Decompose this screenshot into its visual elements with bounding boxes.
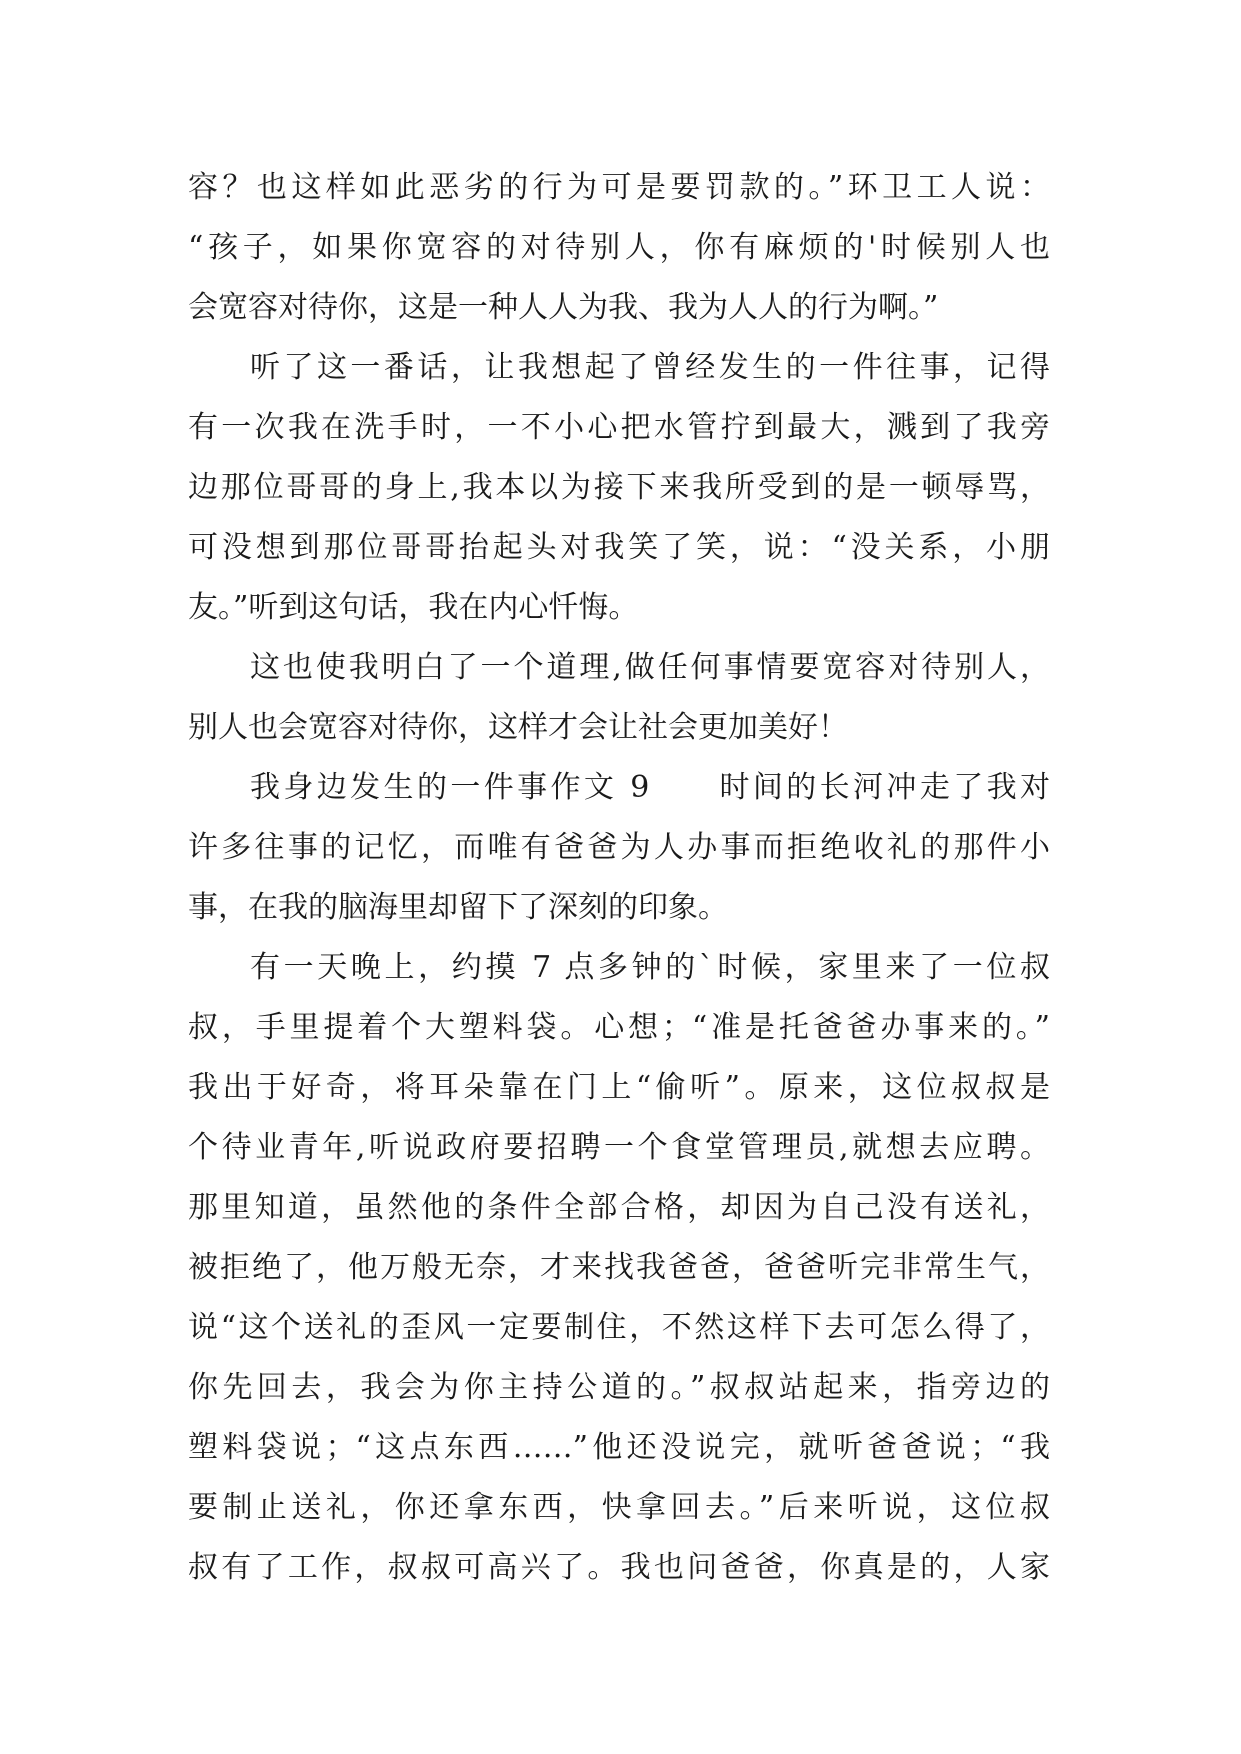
text-line: 这也使我明白了一个道理,做任何事情要宽容对待别人， (250, 650, 1050, 685)
text-line: 那里知道，虽然他的条件全部合格，却因为自己没有送礼， (188, 1190, 1050, 1225)
text-line: 容？也这样如此恶劣的行为可是要罚款的。”环卫工人说： (188, 170, 1050, 205)
text-line: 友。”听到这句话，我在内心忏悔。 (188, 590, 639, 625)
text-line: 许多往事的记忆，而唯有爸爸为人办事而拒绝收礼的那件小 (188, 830, 1050, 865)
text-line: 叔，手里提着个大塑料袋。心想；“准是托爸爸办事来的。” (188, 1010, 1050, 1045)
text-line: 要制止送礼，你还拿东西，快拿回去。”后来听说，这位叔 (188, 1490, 1050, 1525)
text-line: 可没想到那位哥哥抬起头对我笑了笑，说：“没关系，小朋 (188, 530, 1050, 565)
text-line: 我身边发生的一件事作文 9 时间的长河冲走了我对 (250, 770, 1050, 805)
text-line: 叔有了工作，叔叔可高兴了。我也问爸爸，你真是的，人家 (188, 1550, 1050, 1585)
text-line: 会宽容对待你，这是一种人人为我、我为人人的行为啊。” (188, 290, 939, 325)
text-line: 有一天晚上，约摸 7 点多钟的`时候，家里来了一位叔 (250, 950, 1050, 985)
text-line: 你先回去，我会为你主持公道的。”叔叔站起来，指旁边的 (188, 1370, 1050, 1405)
text-line: 被拒绝了，他万般无奈，才来找我爸爸，爸爸听完非常生气， (188, 1250, 1050, 1285)
text-line: 塑料袋说；“这点东西……”他还没说完，就听爸爸说；“我 (188, 1430, 1050, 1465)
text-line: 事，在我的脑海里却留下了深刻的印象。 (188, 890, 728, 925)
text-line: 别人也会宽容对待你，这样才会让社会更加美好！ (188, 710, 848, 745)
text-line: 个待业青年,听说政府要招聘一个食堂管理员,就想去应聘。 (188, 1130, 1050, 1165)
text-line: 边那位哥哥的身上,我本以为接下来我所受到的是一顿辱骂， (188, 470, 1050, 505)
text-line: 听了这一番话，让我想起了曾经发生的一件往事，记得 (250, 350, 1050, 385)
body-text (188, 158, 1050, 1598)
text-line: 我出于好奇，将耳朵靠在门上“偷听”。原来，这位叔叔是 (188, 1070, 1050, 1105)
text-line: “孩子，如果你宽容的对待别人，你有麻烦的'时候别人也 (188, 230, 1050, 265)
text-line: 有一次我在洗手时，一不小心把水管拧到最大，溅到了我旁 (188, 410, 1050, 445)
text-line: 说“这个送礼的歪风一定要制住，不然这样下去可怎么得了， (188, 1310, 1050, 1345)
